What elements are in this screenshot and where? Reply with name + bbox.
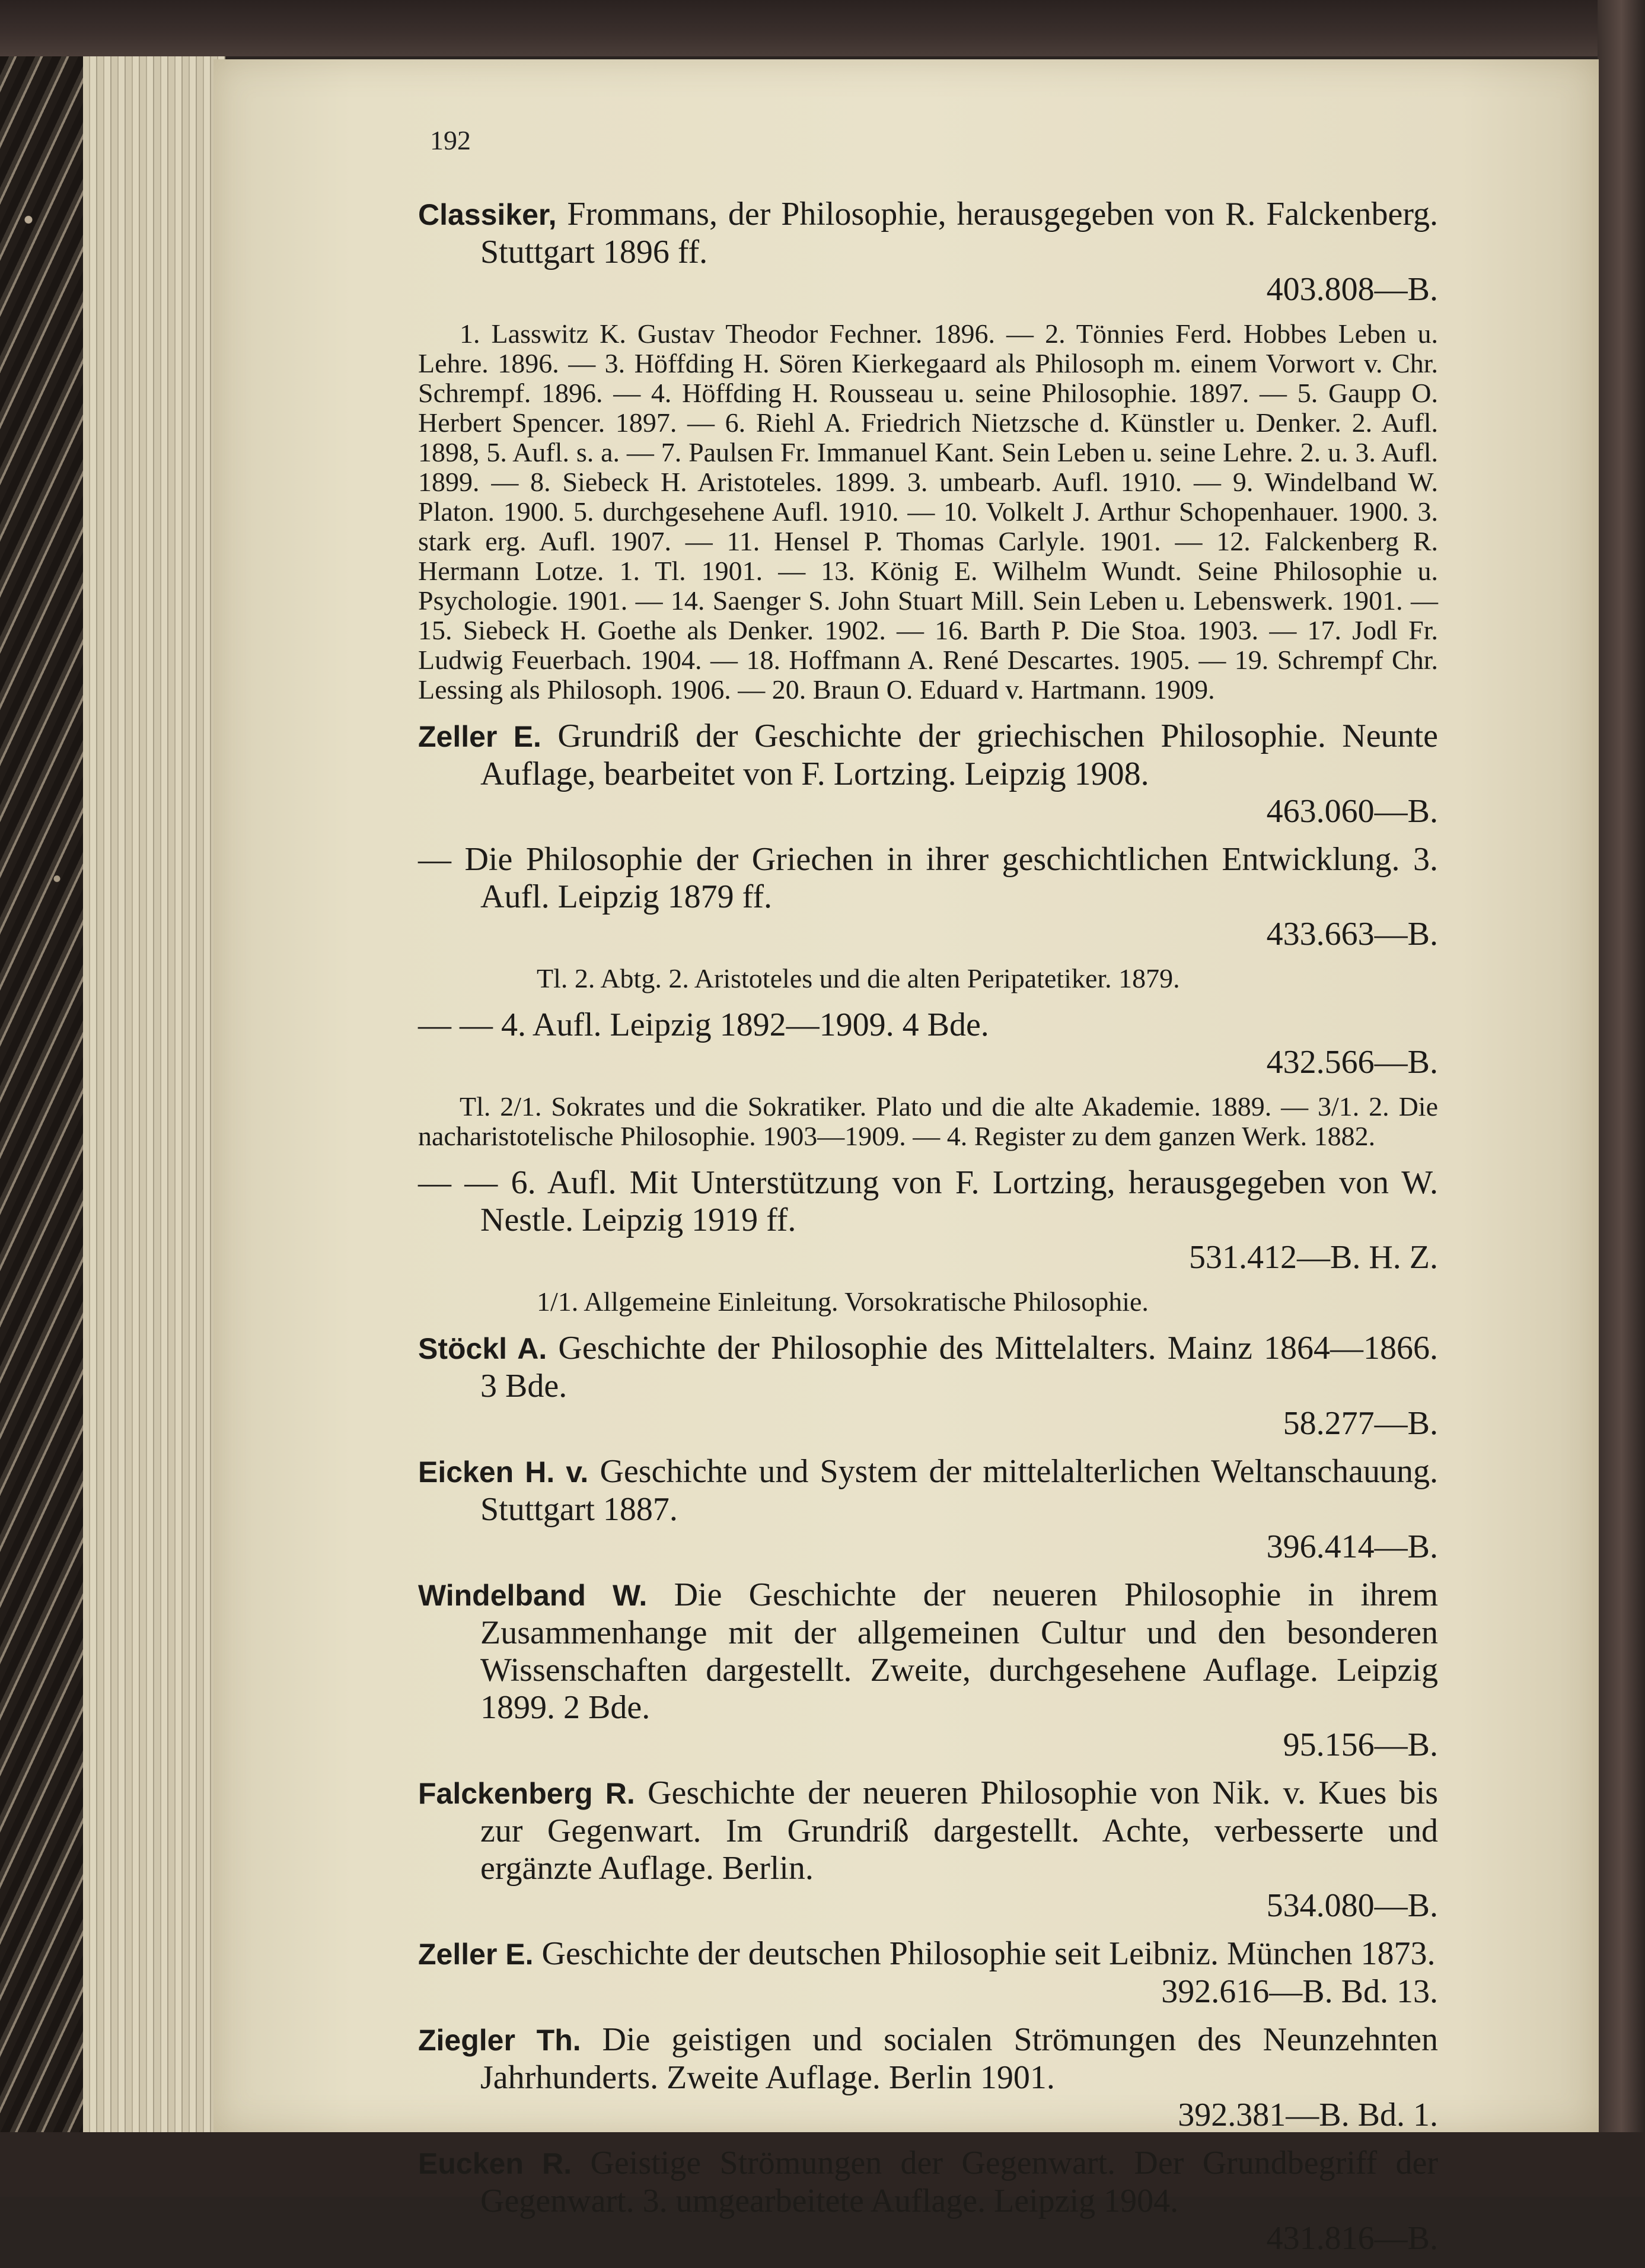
entry-call-number: 392.381—B. Bd. 1. — [1178, 2097, 1438, 2133]
entry-author: Zeller E. — [418, 720, 541, 753]
entry-author: Stöckl A. — [418, 1332, 547, 1365]
entry-call-number: 433.663—B. — [1266, 916, 1438, 953]
bibliography-entry — [418, 2021, 1438, 2134]
bibliography-entries — [418, 196, 1438, 2268]
entry-author: Eucken R. — [418, 2147, 572, 2180]
marbled-binding — [0, 0, 95, 2197]
bibliography-entry — [418, 1935, 1438, 2011]
book-top-edge — [0, 0, 1645, 56]
bibliography-entry — [418, 196, 1438, 308]
entry-author: Falckenberg R. — [418, 1777, 635, 1810]
book-right-edge — [1598, 0, 1645, 2197]
entry-call-number: 432.566—B. — [1266, 1044, 1438, 1081]
bibliography-entry — [418, 1775, 1438, 1925]
entry-author: Classiker, — [418, 198, 557, 231]
bibliography-entry — [418, 1576, 1438, 1764]
entry-sub-note: Tl. 2. Abtg. 2. Aristoteles und die alten Peripatetiker. 1879. — [537, 963, 1180, 993]
entry-call-number: 403.808—B. — [1266, 271, 1438, 308]
bibliography-entry — [418, 2145, 1438, 2257]
bibliography-entry — [418, 1330, 1438, 1442]
entry-text: Geschichte der Philosophie des Mittelalters. Mainz 1864—1866. 3 Bde. — [480, 1330, 1439, 1404]
page-number: 192 — [430, 125, 471, 155]
entry-call-number: 531.412—B. H. Z. — [1189, 1239, 1438, 1276]
entry-call-number: 534.080—B. — [1266, 1887, 1438, 1924]
entry-call-number: 58.277—B. — [1283, 1405, 1438, 1442]
entry-call-number: 396.414—B. — [1266, 1528, 1438, 1565]
entry-author: Windelband W. — [418, 1579, 648, 1612]
entry-sub-note: 1. Lasswitz K. Gustav Theodor Fechner. 1896. — 2. Tönnies Ferd. Hobbes Leben u. Lehre. 1896. — 3. Höffding H. Sören Kierkegaard als Philosoph m. einem Vorwort v. Chr. Schrempf. 1896. — 4. Höffding H. Rousseau u. seine Philosophie. 1897. — 5. Gaupp O. Herbert Spencer. 1897. — 6. Riehl A. Friedrich Nietzsche d. Künstler u. Denker. 2. Aufl. 1898, 5. Aufl. s. a. — 7. Paulsen Fr. Immanuel Kant. Sein Leben u. seine Lehre. 2. u. 3. Aufl. 1899. — 8. Siebeck H. Aristoteles. 1899. 3. umbearb. Aufl. 1910. — 9. Windelband W. Platon. 1900. 5. durchgesehene Aufl. 1910. — 10. Volkelt J. Arthur Schopenhauer. 1900. 3. stark erg. Aufl. 1907. — 11. Hensel P. Thomas Carlyle. 1901. — 12. Falckenberg R. Hermann Lotze. 1. Tl. 1901. — 13. König E. Wilhelm Wundt. Seine Philosophie u. Psychologie. 1901. — 14. Saenger S. John Stuart Mill. Sein Leben u. Lebenswerk. 1901. — 15. Siebeck H. Goethe als Denker. 1902. — 16. Barth P. Die Stoa. 1903. — 17. Jodl Fr. Ludwig Feuerbach. 1904. — 18. Hoffmann A. René Descartes. 1905. — 19. Schrempf Chr. Lessing als Philosoph. 1906. — 20. Braun O. Eduard v. Hartmann. 1909. — [418, 318, 1438, 705]
entry-author: Zeller E. — [418, 1938, 534, 1971]
entry-text: Geschichte der deutschen Philosophie seit Leibniz. München 1873. — [541, 1935, 1436, 1972]
entry-call-number: 392.616—B. Bd. 13. — [1161, 1973, 1438, 2010]
entry-sub-note: Tl. 2/1. Sokrates und die Sokratiker. Plato und die alte Akademie. 1889. — 3/1. 2. Die nacharistotelische Philosophie. 1903—1909. — 4. Register zu dem ganzen Werk. 1882. — [418, 1091, 1438, 1151]
entry-text: — — 4. Aufl. Leipzig 1892—1909. 4 Bde. — [418, 1006, 989, 1043]
entry-text: Grundriß der Geschichte der griechischen Philosophie. Neunte Auflage, bearbeitet von F. Lortzing. Leipzig 1908. — [480, 718, 1438, 792]
entry-call-number: 95.156—B. — [1283, 1727, 1438, 1763]
entry-text: Die Geschichte der neueren Philosophie in ihrem Zusammenhange mit der allgemeinen Cultur und den besonderen Wissenschaften dargestellt. Zweite, durchgesehene Auflage. Leipzig 1899. 2 Bde. — [480, 1576, 1439, 1726]
entry-text: Geschichte der neueren Philosophie von Nik. v. Kues bis zur Gegenwart. Im Grundriß dargestellt. Achte, verbesserte und ergänzte Auflage. Berlin. — [480, 1775, 1439, 1887]
bibliography-entry — [418, 1453, 1438, 1566]
stacked-page-edges — [83, 56, 225, 2132]
entry-author: Eicken H. v. — [418, 1455, 589, 1489]
entry-call-number: 463.060—B. — [1266, 793, 1438, 830]
entry-sub-note: 1/1. Allgemeine Einleitung. Vorsokratische Philosophie. — [537, 1286, 1149, 1317]
bibliography-entry — [418, 1164, 1438, 1276]
entry-text: Frommans, der Philosophie, herausgegeben von R. Falckenberg. Stuttgart 1896 ff. — [480, 196, 1438, 270]
entry-text: — Die Philosophie der Griechen in ihrer geschichtlichen Entwicklung. 3. Aufl. Leipzig 1879 ff. — [418, 841, 1438, 915]
bibliography-entry — [418, 841, 1438, 953]
bibliography-entry — [418, 1006, 1438, 1081]
entry-author: Ziegler Th. — [418, 2024, 581, 2057]
entry-call-number: 431.816—B. — [1266, 2220, 1438, 2257]
entry-text: Geschichte und System der mittelalterlichen Weltanschauung. Stuttgart 1887. — [480, 1453, 1439, 1528]
bibliography-entry — [418, 718, 1438, 830]
entry-text: Geistige Strömungen der Gegenwart. Der Grundbegriff der Gegenwart. 3. umgearbeitete Auflage. Leipzig 1904. — [480, 2145, 1439, 2219]
entry-text: — — 6. Aufl. Mit Unterstützung von F. Lortzing, herausgegeben von W. Nestle. Leipzig 1919 ff. — [418, 1164, 1438, 1238]
entry-text: Die geistigen und socialen Strömungen des Neunzehnten Jahrhunderts. Zweite Auflage. Berlin 1901. — [480, 2021, 1438, 2096]
